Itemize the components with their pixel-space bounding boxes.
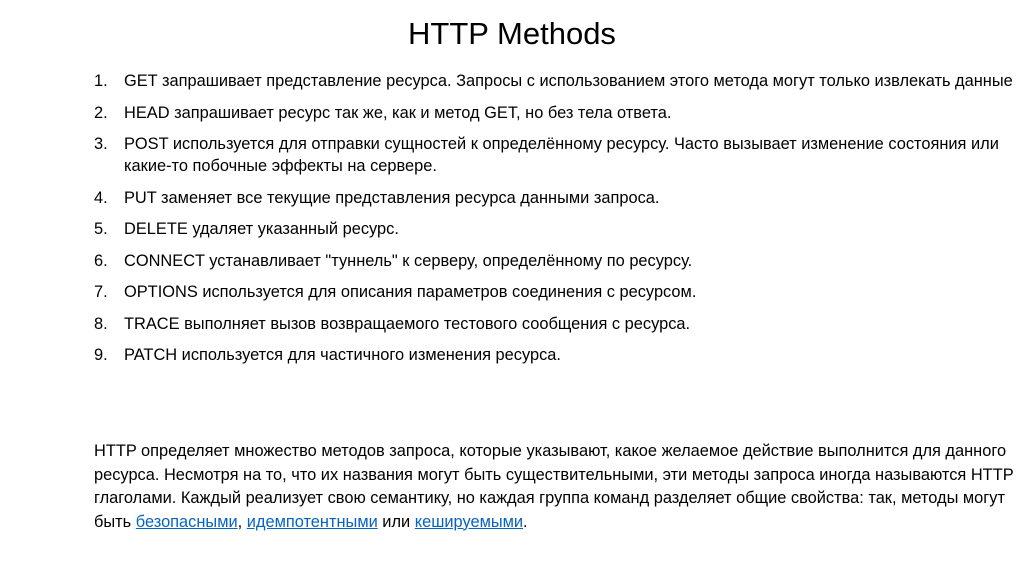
list-item — [94, 344, 1016, 366]
list-item — [94, 218, 1016, 240]
paragraph-end: . — [523, 512, 528, 531]
description-paragraph — [94, 440, 1016, 534]
list-item-text: TRACE выполняет вызов возвращаемого тестового сообщения с ресурса. — [124, 314, 691, 333]
paragraph-text: HTTP определяет множество методов запроса, которые указывают, какое желаемое действие выполнится для данного ресурса. Несмотря на то, что их названия могут быть существительными, эти методы запроса иногда называются HTTP глаголами. Каждый реализует свою семантику, но каждая группа команд разделяет общие свойства: так, методы могут быть — [94, 442, 1014, 531]
list-item-number: 9. — [94, 346, 108, 364]
list-item-number: 3. — [94, 135, 108, 153]
paragraph-separator: , — [237, 512, 247, 531]
list-item-number: 6. — [94, 251, 108, 270]
list-item-number: 4. — [94, 188, 108, 207]
list-item-text: PUT заменяет все текущие представления ресурса данными запроса. — [124, 188, 660, 207]
list-item-text: GET запрашивает представление ресурса. Запросы с использованием этого метода могут только извлекать данные — [124, 72, 1013, 90]
list-item — [94, 133, 1016, 177]
list-item — [94, 102, 1016, 124]
list-item — [94, 187, 1016, 209]
list-item — [94, 70, 1016, 92]
cacheable-methods-link[interactable]: кешируемыми — [414, 512, 524, 531]
list-item — [94, 250, 1016, 272]
list-item — [94, 313, 1016, 335]
list-item-text: POST используется для отправки сущностей к определённому ресурсу. Часто вызывает изменение состояния или какие-то побочные эффекты на сервере. — [124, 135, 999, 175]
list-item-text: CONNECT устанавливает "туннель" к серверу, определённому по ресурсу. — [124, 251, 693, 270]
safe-methods-link[interactable]: безопасными — [135, 512, 238, 531]
paragraph-separator: или — [377, 512, 415, 531]
list-item-number: 8. — [94, 314, 108, 333]
list-item-text: PATCH используется для частичного изменения ресурса. — [124, 346, 561, 364]
list-item-number: 2. — [94, 103, 108, 122]
list-item-text: HEAD запрашивает ресурс так же, как и метод GET, но без тела ответа. — [124, 103, 672, 122]
list-item-text: DELETE удаляет указанный ресурс. — [124, 220, 399, 238]
list-item-number: 1. — [94, 72, 108, 90]
list-item-number: 7. — [94, 283, 108, 301]
methods-list — [94, 70, 1016, 376]
list-item-number: 5. — [94, 220, 108, 238]
slide-title: HTTP Methods — [408, 16, 616, 51]
list-item — [94, 281, 1016, 303]
list-item-text: OPTIONS используется для описания параметров соединения с ресурсом. — [124, 283, 697, 301]
idempotent-methods-link[interactable]: идемпотентными — [246, 512, 378, 531]
